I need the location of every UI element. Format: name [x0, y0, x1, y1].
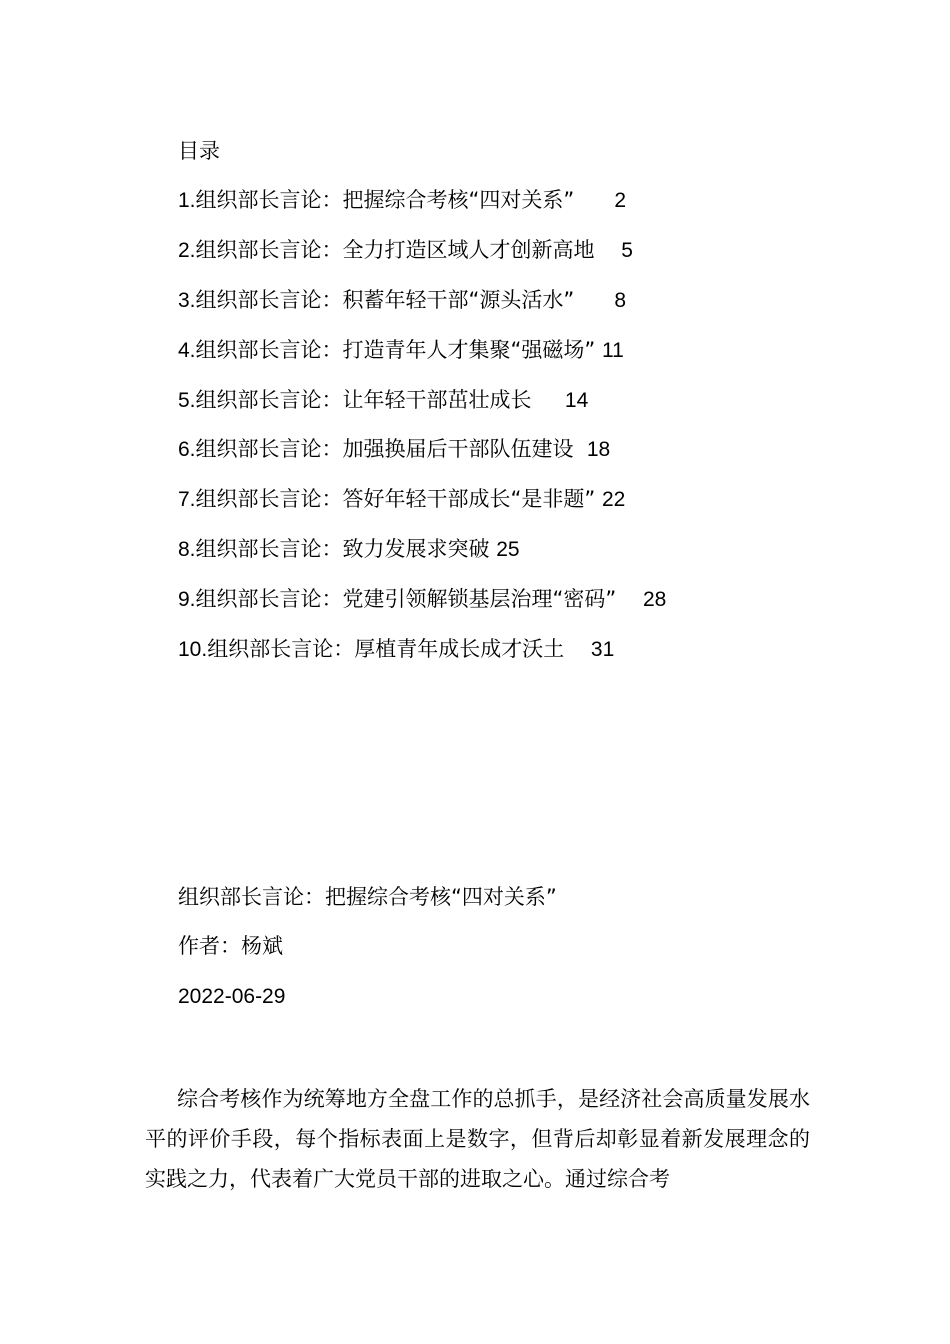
- toc-item-number: 5.: [178, 388, 196, 412]
- toc-item-page: 22: [601, 488, 626, 512]
- article-body-paragraph: 综合考核作为统筹地方全盘工作的总抓手，是经济社会高质量发展水平的评价手段，每个指标表面上是数字，但背后却彰显着新发展理念的实践之力，代表着广大党员干部的进取之心。通过综合考: [145, 1087, 810, 1191]
- article-date: 2022-06-29: [178, 985, 286, 1008]
- toc-item-title: 组织部长言论：致力发展求突破: [195, 537, 490, 562]
- toc-item-title: 组织部长言论：打造青年人才集聚“强磁场”: [195, 337, 596, 362]
- toc-item[interactable]: [178, 534, 666, 584]
- toc-item-number: 8.: [178, 538, 196, 562]
- toc-item-number: 3.: [178, 288, 196, 312]
- toc-item-number: 6.: [178, 438, 196, 462]
- toc-item[interactable]: [178, 335, 666, 385]
- toc-list: [178, 185, 666, 684]
- toc-item-page: 5: [621, 238, 633, 262]
- toc-item-title: 组织部长言论：加强换届后干部队伍建设: [195, 437, 574, 462]
- toc-item-title: 组织部长言论：把握综合考核“四对关系”: [195, 188, 575, 212]
- toc-item-title: 组织部长言论：积蓄年轻干部“源头活水”: [195, 287, 575, 312]
- toc-item[interactable]: [178, 385, 666, 435]
- toc-item[interactable]: [178, 584, 666, 634]
- toc-item-gap: [490, 537, 497, 561]
- toc-item-number: 1.: [178, 189, 196, 212]
- toc-item-page: 31: [590, 638, 615, 662]
- toc-item-page: 18: [586, 438, 611, 462]
- toc-heading: 目录: [178, 139, 220, 163]
- toc-item-gap: [595, 338, 602, 362]
- toc-item[interactable]: [178, 634, 666, 684]
- toc-item-page: 11: [601, 338, 624, 362]
- toc-item-gap: [574, 288, 614, 312]
- toc-item[interactable]: [178, 434, 666, 484]
- toc-item-number: 7.: [178, 488, 196, 512]
- article-title: 组织部长言论：把握综合考核“四对关系”: [178, 885, 557, 909]
- toc-item-gap: [532, 388, 565, 412]
- toc-item-number: 10.: [178, 638, 208, 662]
- toc-item-gap: [595, 487, 602, 511]
- toc-item-page: 14: [564, 388, 589, 412]
- toc-item-page: 28: [642, 588, 667, 612]
- toc-item-title: 组织部长言论：厚植青年成长成才沃土: [207, 637, 565, 662]
- toc-item-title: 组织部长言论：全力打造区域人才创新高地: [195, 237, 595, 262]
- toc-item-title: 组织部长言论：党建引领解锁基层治理“密码”: [195, 587, 617, 612]
- toc-item-gap: [595, 238, 622, 262]
- toc-item-page: 8: [614, 288, 627, 312]
- toc-item[interactable]: [178, 484, 666, 534]
- toc-item[interactable]: [178, 235, 666, 285]
- toc-item-gap: [616, 587, 643, 611]
- toc-item-number: 2.: [178, 238, 196, 262]
- toc-item-page: 25: [496, 538, 520, 562]
- toc-item[interactable]: [178, 285, 666, 335]
- article-author: 作者：杨斌: [178, 934, 283, 958]
- toc-item-page: 2: [614, 189, 627, 212]
- toc-item-number: 9.: [178, 588, 196, 612]
- toc-item-gap: [564, 637, 591, 661]
- toc-item-number: 4.: [178, 338, 196, 362]
- toc-item[interactable]: [178, 185, 666, 235]
- toc-item-gap: [574, 437, 587, 461]
- toc-item-title: 组织部长言论：答好年轻干部成长“是非题”: [195, 487, 596, 512]
- toc-item-title: 组织部长言论：让年轻干部茁壮成长: [195, 387, 532, 412]
- toc-item-gap: [574, 188, 614, 212]
